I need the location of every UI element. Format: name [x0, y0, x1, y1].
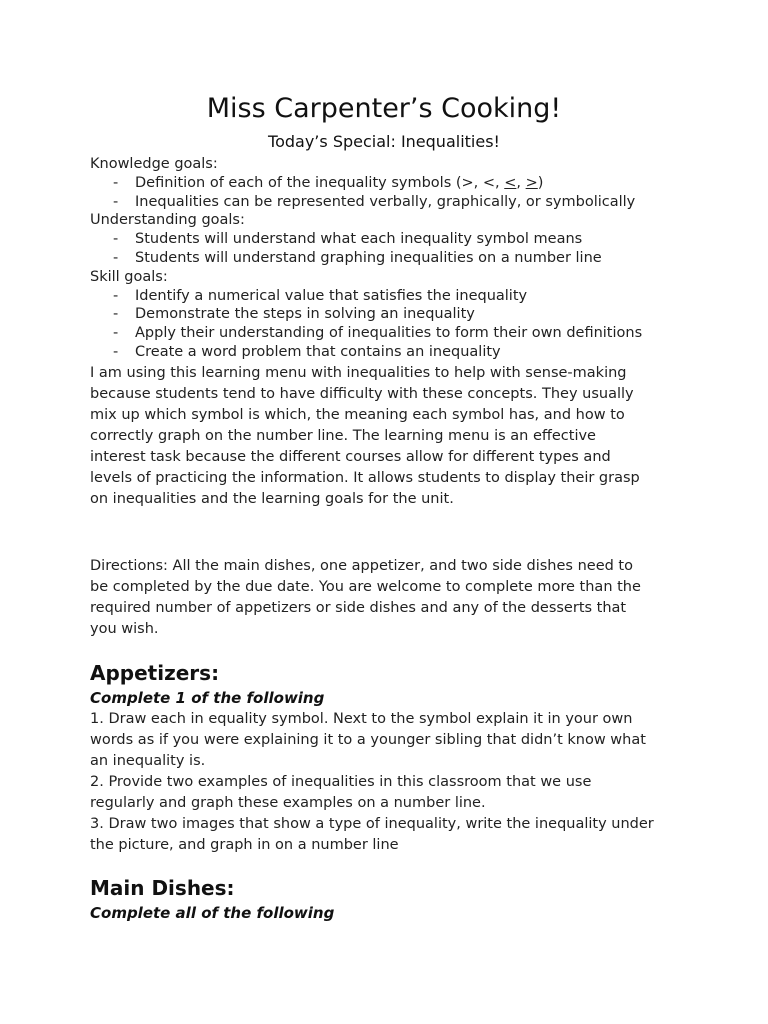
goal-heading-knowledge: Knowledge goals:: [90, 156, 218, 172]
appetizer-line: 2. Provide two examples of inequalities in this classroom that we use: [90, 774, 592, 790]
rationale-line: mix up which symbol is which, the meaning each symbol has, and how to: [90, 407, 625, 423]
rationale-line: I am using this learning menu with inequalities to help with sense-making: [90, 365, 627, 381]
directions-paragraph: [90, 556, 700, 640]
appetizers-heading: Appetizers:: [90, 661, 220, 685]
goals-section: [90, 155, 700, 362]
goal-heading-skill: Skill goals:: [90, 268, 168, 285]
appetizer-line: an inequality is.: [90, 753, 206, 769]
goal-item: - Students will understand what each inequality symbol means: [113, 231, 583, 248]
goal-item: - Demonstrate the steps in solving an inequality: [113, 306, 475, 323]
rationale-paragraph: [90, 363, 700, 510]
rationale-line: correctly graph on the number line. The learning menu is an effective: [90, 428, 596, 444]
directions-line: required number of appetizers or side dishes and any of the desserts that: [90, 600, 627, 616]
appetizer-line: 3. Draw two images that show a type of inequality, write the inequality under: [90, 816, 654, 832]
goal-heading-understanding: Understanding goals:: [90, 212, 245, 229]
appetizer-line: 1. Draw each in equality symbol. Next to the symbol explain it in your own: [90, 711, 633, 727]
goal-list-understanding: [90, 230, 700, 268]
goal-list-skill: [90, 287, 700, 362]
directions-line: you wish.: [90, 621, 159, 637]
page-subtitle: Today’s Special: Inequalities!: [268, 132, 500, 151]
goal-item: - Inequalities can be represented verbally, graphically, or symbolically: [113, 193, 636, 210]
appetizer-line: words as if you were explaining it to a younger sibling that didn’t know what: [90, 732, 646, 748]
rationale-line: on inequalities and the learning goals for the unit.: [90, 491, 454, 507]
appetizers-instruction: Complete 1 of the following: [90, 689, 325, 707]
directions-line: be completed by the due date. You are welcome to complete more than the: [90, 579, 641, 595]
goal-item-text: Create a word problem that contains an inequality: [135, 343, 501, 360]
goal-item-text: Apply their understanding of inequalities to form their own definitions: [135, 325, 643, 342]
goal-item-text: Inequalities can be represented verbally, graphically, or symbolically: [135, 193, 636, 210]
appetizers-list: [90, 709, 700, 856]
main-dishes-instruction: Complete all of the following: [90, 904, 335, 922]
goal-item-text: Students will understand graphing inequalities on a number line: [135, 249, 602, 266]
appetizer-line: regularly and graph these examples on a number line.: [90, 795, 486, 811]
page-title: Miss Carpenter’s Cooking!: [206, 93, 562, 124]
goal-item-text: Students will understand what each inequality symbol means: [135, 231, 583, 248]
directions-line: Directions: All the main dishes, one appetizer, and two side dishes need to: [90, 558, 633, 574]
goal-item-text: Demonstrate the steps in solving an inequality: [135, 306, 475, 323]
appetizer-line: the picture, and graph in on a number line: [90, 837, 399, 853]
goal-item: - Students will understand graphing inequalities on a number line: [113, 249, 602, 266]
goal-item: - Create a word problem that contains an inequality: [113, 343, 501, 360]
goal-item: - Apply their understanding of inequalities to form their own definitions: [113, 325, 643, 342]
goal-item-text: Identify a numerical value that satisfies the inequality: [135, 287, 528, 304]
goal-list-knowledge: [90, 174, 700, 212]
main-dishes-heading: Main Dishes:: [90, 876, 235, 900]
rationale-line: because students tend to have difficulty with these concepts. They usually: [90, 386, 634, 402]
goal-item-text: Definition of each of the inequality symbols (>, <, <, >): [135, 174, 544, 191]
goal-item: - Definition of each of the inequality symbols (>, <, <, >): [113, 174, 544, 191]
goal-item: - Identify a numerical value that satisfies the inequality: [113, 287, 528, 304]
rationale-line: interest task because the different courses allow for different types and: [90, 449, 611, 465]
rationale-line: levels of practicing the information. It allows students to display their grasp: [90, 470, 640, 486]
